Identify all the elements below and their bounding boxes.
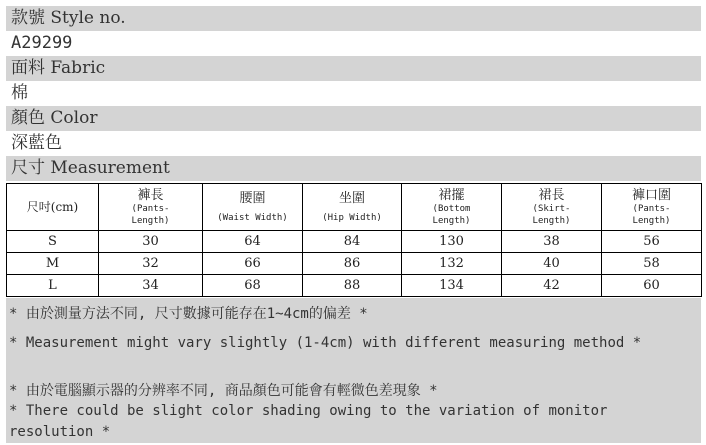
table-row — [7, 231, 702, 253]
size-cell: M — [7, 253, 99, 275]
column-header-en: Length) — [532, 215, 571, 226]
table-cell: 32 — [99, 253, 203, 275]
column-header-en: Length) — [131, 215, 170, 226]
column-header-zh: 裙擺 — [438, 187, 465, 203]
size-column-header: 尺吋(cm) — [7, 184, 99, 231]
measurement-label: 尺寸 Measurement — [6, 156, 701, 181]
column-header-zh: 褲長 — [137, 187, 164, 203]
table-cell: 84 — [303, 231, 402, 253]
column-header-en: (Bottom — [432, 203, 471, 214]
column-header — [303, 184, 402, 231]
column-header — [99, 184, 203, 231]
fabric-value: 棉 — [6, 81, 701, 106]
table-row — [7, 253, 702, 275]
color-value: 深藍色 — [6, 131, 701, 156]
measurement-table — [6, 183, 702, 297]
table-cell: 130 — [402, 231, 502, 253]
note-color-zh: * 由於電腦顯示器的分辨率不同, 商品顏色可能會有輕微色差現象 * — [9, 383, 438, 399]
table-cell: 64 — [203, 231, 303, 253]
table-cell: 60 — [602, 275, 702, 297]
table-cell: 56 — [602, 231, 702, 253]
column-header-en: Length) — [632, 215, 671, 226]
table-cell: 42 — [502, 275, 602, 297]
column-header — [602, 184, 702, 231]
column-header-en: (Pants- — [632, 203, 671, 214]
note-measurement-zh: * 由於測量方法不同, 尺寸數據可能存在1~4cm的偏差 * — [9, 306, 368, 322]
column-header-zh: 坐圍 — [338, 190, 365, 206]
color-label: 顏色 Color — [6, 106, 701, 131]
table-cell: 86 — [303, 253, 402, 275]
table-cell: 88 — [303, 275, 402, 297]
column-header-zh: 裙長 — [538, 187, 565, 203]
table-cell: 30 — [99, 231, 203, 253]
table-cell: 34 — [99, 275, 203, 297]
table-cell: 66 — [203, 253, 303, 275]
notes-panel — [6, 298, 701, 443]
column-header-en: (Pants- — [131, 203, 170, 214]
size-cell: L — [7, 275, 99, 297]
note-color-en: * There could be slight color shading owing to the variation of monitor — [9, 403, 608, 419]
table-cell: 132 — [402, 253, 502, 275]
table-cell: 68 — [203, 275, 303, 297]
table-header-row — [7, 184, 702, 231]
style-no-label: 款號 Style no. — [6, 6, 701, 31]
column-header-en: (Waist Width) — [217, 212, 288, 223]
note-measurement-en: * Measurement might vary slightly (1-4cm) with different measuring method * — [9, 335, 642, 351]
style-no-value: A29299 — [6, 31, 701, 56]
column-header — [502, 184, 602, 231]
column-header — [402, 184, 502, 231]
table-cell: 134 — [402, 275, 502, 297]
column-header — [203, 184, 303, 231]
column-header-en: Length) — [432, 215, 471, 226]
column-header-zh: 褲口圍 — [631, 187, 671, 203]
table-cell: 38 — [502, 231, 602, 253]
table-cell: 40 — [502, 253, 602, 275]
column-header-zh: 腰圍 — [239, 190, 266, 206]
note-color-en-cont: resolution * — [9, 424, 111, 440]
table-cell: 58 — [602, 253, 702, 275]
column-header-en: (Skirt- — [532, 203, 571, 214]
size-cell: S — [7, 231, 99, 253]
table-row — [7, 275, 702, 297]
fabric-label: 面料 Fabric — [6, 56, 701, 81]
column-header-en: (Hip Width) — [322, 212, 382, 223]
